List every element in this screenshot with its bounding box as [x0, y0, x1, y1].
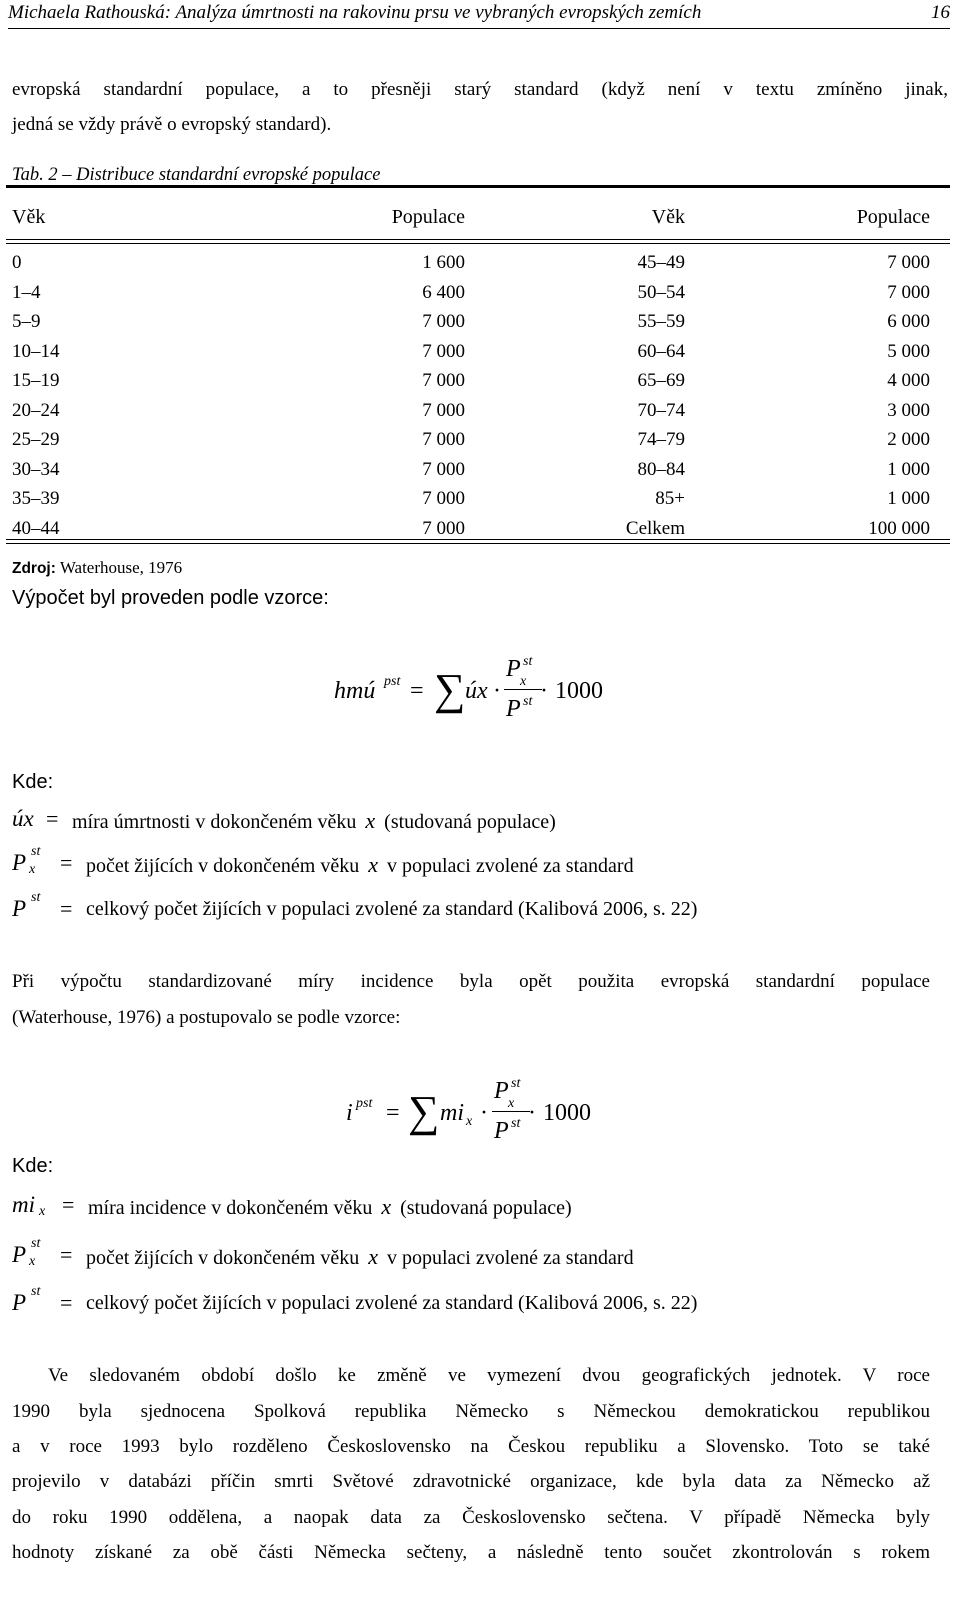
definition-symbol: P — [12, 1290, 27, 1315]
formula1-definition-row — [12, 806, 942, 840]
formula2-definition-row — [12, 1192, 942, 1226]
formula2-num-sub: x — [508, 1096, 515, 1111]
table-cell-age-left: 30–34 — [12, 458, 60, 480]
section2-line-1: Při výpočtu standardizované míry incidence byla opět použita evropská standardní populace — [12, 971, 930, 992]
definition-equals: = — [60, 1290, 73, 1315]
table-header-rule-1 — [6, 239, 950, 240]
formula1-lhs-sup: pst — [384, 674, 401, 689]
table-cell-age-right: 60–64 — [637, 340, 685, 362]
table-header-age-1: Věk — [12, 206, 46, 228]
table-top-rule — [6, 185, 950, 188]
table-header-age-2: Věk — [651, 206, 685, 228]
formula2-den-sup: st — [511, 1116, 521, 1131]
definition-symbol: mi — [12, 1192, 35, 1217]
table-cell-population-left: 7 000 — [422, 488, 465, 509]
table-cell-population-left: 7 000 — [422, 311, 465, 332]
formula1-term: úx — [465, 678, 488, 704]
definition-symbol: P — [12, 1242, 27, 1267]
table-cell-age-left: 10–14 — [12, 340, 60, 362]
definition-tail: (studovaná populace) — [384, 811, 556, 833]
table-cell-population-left: 7 000 — [422, 517, 465, 539]
definition-symbol-sup: st — [31, 844, 41, 859]
definition-symbol: úx — [12, 806, 34, 831]
table-cell-age-right: 74–79 — [637, 429, 685, 450]
table-cell-population-right: 7 000 — [887, 281, 930, 303]
table-cell-age-right: 70–74 — [637, 399, 685, 421]
table-header-rule-2 — [6, 243, 950, 244]
definition-text: počet žijících v dokončeném věku — [86, 1247, 360, 1269]
table-cell-age-right: 45–49 — [637, 252, 685, 273]
formula1-den-sup: st — [523, 694, 533, 709]
formula2-term: mi — [440, 1100, 464, 1126]
table-cell-population-left: 7 000 — [422, 458, 465, 480]
formula2-lhs: i — [346, 1100, 353, 1126]
table-caption: Tab. 2 – Distribuce standardní evropské populace — [12, 165, 381, 185]
table-cell-age-right: 85+ — [655, 488, 685, 509]
intro-line-2: jedná se vždy právě o evropský standard). — [12, 114, 332, 135]
formula1-den: P — [506, 696, 521, 722]
section2-line-2: (Waterhouse, 1976) a postupovalo se podle vzorce: — [12, 1007, 401, 1028]
definition-symbol: P — [12, 850, 27, 875]
definition-equals: = — [60, 896, 73, 921]
definition-variable: x — [368, 1244, 378, 1269]
table-cell-population-left: 7 000 — [422, 340, 465, 362]
definition-equals: = — [60, 1242, 73, 1267]
table-cell-age-right: 80–84 — [637, 458, 685, 480]
formula1-dot-2: · — [540, 678, 548, 704]
table-cell-population-right: 100 000 — [868, 517, 930, 539]
formula2-lhs-sup: pst — [356, 1096, 373, 1111]
definition-variable: x — [381, 1194, 392, 1219]
definition-equals: = — [46, 806, 59, 831]
formula1-num-sub: x — [520, 674, 527, 689]
table-cell-population-left: 1 600 — [422, 252, 465, 273]
table-cell-age-right: 55–59 — [637, 311, 685, 332]
table-cell-age-right: 50–54 — [637, 281, 685, 303]
definition-symbol-sup: st — [31, 1236, 41, 1251]
table-cell-population-left: 6 400 — [422, 281, 465, 303]
definition-text: celkový počet žijících v populaci zvolené za standard (Kalibová 2006, s. 22) — [86, 1292, 698, 1314]
table-cell-age-left: 5–9 — [12, 311, 41, 332]
formula1-definition-row — [12, 844, 942, 884]
header-title: Michaela Rathouská: Analýza úmrtnosti na rakovinu prsu ve vybraných evropských zemích — [8, 2, 702, 23]
table-cell-age-left: 25–29 — [12, 429, 60, 450]
table-cell-population-right: 1 000 — [887, 488, 930, 509]
formula-hmu-pst — [0, 650, 960, 740]
definition-sentence — [86, 852, 634, 878]
definition-sentence — [72, 808, 556, 834]
table-cell-population-left: 7 000 — [422, 429, 465, 450]
table-cell-population-right: 3 000 — [887, 399, 930, 421]
table-cell-population-left: 7 000 — [422, 370, 465, 391]
formula2-dot-2: · — [528, 1100, 536, 1126]
formula-i-pst — [0, 1072, 960, 1162]
formula1-dot: · — [493, 678, 501, 704]
definition-tail: v populaci zvolené za standard — [387, 855, 634, 877]
closing-line: a v roce 1993 bylo rozděleno Československo na Českou republiku a Slovensko. Toto se také — [12, 1436, 930, 1457]
definition-symbol: P — [12, 896, 27, 921]
closing-line: hodnoty získané za obě části Německa sečteny, a následně tento součet zkontrolován s rokem — [12, 1542, 930, 1563]
formula2-where: Kde: — [12, 1155, 54, 1177]
formula1-num: P — [506, 656, 521, 682]
table-cell-age-left: 40–44 — [12, 517, 60, 539]
table-cell-population-right: 1 000 — [887, 458, 930, 480]
table-header-population-1: Populace — [391, 206, 465, 228]
definition-symbol-sub: x — [29, 862, 36, 877]
formula2-const: 1000 — [543, 1100, 591, 1126]
formula2-dot: · — [480, 1100, 488, 1126]
table-cell-age-left: 20–24 — [12, 399, 60, 421]
running-header — [8, 0, 950, 29]
formula1-const: 1000 — [555, 678, 603, 704]
table-header-population-2: Populace — [856, 206, 930, 228]
formula1-eq: = — [410, 678, 424, 704]
formula2-definition-row — [12, 1284, 942, 1324]
closing-line: projevilo v databázi příčin smrti Světové zdravotnické organizace, kde byla data za Německo až — [12, 1471, 930, 1492]
table-cell-age-left: 35–39 — [12, 488, 60, 509]
formula1-fraction-bar — [504, 689, 542, 690]
closing-line: 1990 byla sjednocena Spolková republika Německo s Německou demokratickou republikou — [12, 1401, 930, 1422]
definition-text: počet žijících v dokončeném věku — [86, 855, 360, 877]
closing-line: Ve sledovaném období došlo ke změně ve vymezení dvou geografických jednotek. V roce — [48, 1365, 930, 1386]
table-cell-population-right: 4 000 — [887, 370, 930, 391]
definition-sentence — [88, 1194, 572, 1220]
formula2-term-sub: x — [466, 1114, 473, 1129]
table-cell-age-right: 65–69 — [637, 370, 685, 391]
definition-text: míra incidence v dokončeném věku — [88, 1197, 373, 1219]
definition-tail: (studovaná populace) — [400, 1197, 572, 1219]
table-cell-population-left: 7 000 — [422, 399, 465, 421]
table-cell-population-right: 7 000 — [887, 252, 930, 273]
definition-variable: x — [368, 852, 378, 877]
table-bottom-rule-2 — [6, 543, 950, 544]
formula2-num-sup: st — [511, 1076, 521, 1091]
formula2-num: P — [494, 1078, 509, 1104]
table-cell-age-right: Celkem — [625, 517, 685, 539]
table-cell-age-left: 1–4 — [12, 281, 41, 303]
formula2-eq: = — [386, 1100, 400, 1126]
definition-symbol-sub: x — [39, 1204, 46, 1219]
definition-symbol-sup: st — [31, 890, 41, 905]
table-cell-age-left: 0 — [12, 252, 22, 273]
table-cell-population-right: 5 000 — [887, 340, 930, 362]
formula1-definition-row — [12, 890, 942, 930]
formula1-lhs: hmú — [334, 678, 376, 704]
page-number: 16 — [931, 2, 950, 23]
table-cell-population-right: 6 000 — [887, 311, 930, 332]
definition-sentence — [86, 1244, 634, 1270]
definition-tail: v populaci zvolené za standard — [387, 1247, 634, 1269]
definition-variable: x — [365, 808, 376, 833]
definition-text: míra úmrtnosti v dokončeném věku — [72, 811, 357, 833]
table-cell-age-left: 15–19 — [12, 370, 60, 391]
formula2-fraction-bar — [492, 1111, 530, 1112]
source-label: Zdroj: — [12, 560, 56, 577]
table-cell-population-right: 2 000 — [887, 429, 930, 450]
table-source — [12, 558, 182, 578]
sum-symbol: ∑ — [434, 665, 466, 714]
definition-text: celkový počet žijících v populaci zvolené za standard (Kalibová 2006, s. 22) — [86, 898, 698, 920]
source-text: Waterhouse, 1976 — [59, 558, 183, 577]
definition-symbol-sub: x — [29, 1254, 36, 1269]
definition-equals: = — [62, 1192, 75, 1217]
formula1-num-sup: st — [523, 654, 533, 669]
intro-line-1: evropská standardní populace, a to přesněji starý standard (když není v textu zmíněno jinak, — [12, 79, 948, 100]
formula1-lead: Výpočet byl proveden podle vzorce: — [12, 587, 329, 609]
sum-symbol: ∑ — [408, 1087, 440, 1136]
definition-symbol-sup: st — [31, 1284, 41, 1299]
formula1-where: Kde: — [12, 771, 54, 793]
formula2-definition-row — [12, 1236, 942, 1276]
formula2-den: P — [494, 1118, 509, 1144]
definition-equals: = — [60, 850, 73, 875]
closing-line: do roku 1990 oddělena, a naopak data za Československo sečtena. V případě Německa byly — [12, 1507, 930, 1528]
